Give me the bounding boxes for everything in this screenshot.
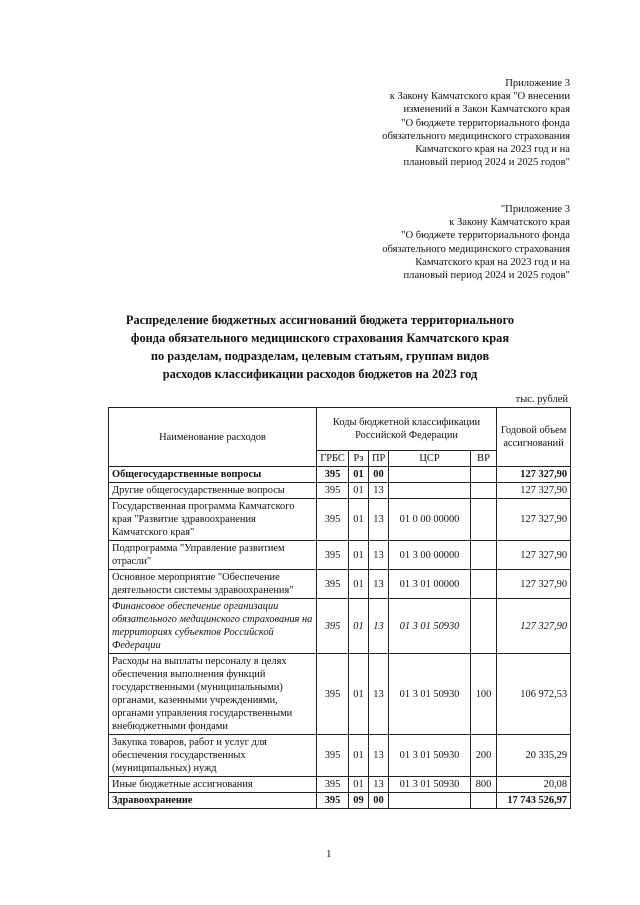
row-pr: 00 bbox=[369, 467, 389, 483]
row-rz: 01 bbox=[349, 777, 369, 793]
row-vr bbox=[471, 793, 497, 809]
table-row bbox=[109, 654, 571, 735]
row-pr: 13 bbox=[369, 654, 389, 735]
table-row bbox=[109, 499, 571, 541]
title-line: расходов классификации расходов бюджетов на 2023 год bbox=[162, 367, 478, 381]
row-grbs: 395 bbox=[317, 499, 349, 541]
table-row bbox=[109, 467, 571, 483]
header-original-law bbox=[382, 203, 570, 282]
table-row bbox=[109, 793, 571, 809]
row-vr bbox=[471, 570, 497, 599]
row-csr bbox=[389, 793, 471, 809]
sub-header-grbs: ГРБС bbox=[317, 451, 349, 467]
row-csr: 01 3 01 50930 bbox=[389, 735, 471, 777]
row-amount: 127 327,90 bbox=[497, 570, 571, 599]
row-rz: 01 bbox=[349, 599, 369, 654]
units-label: тыс. рублей bbox=[515, 394, 568, 405]
row-name: Здравоохранение bbox=[109, 793, 317, 809]
row-vr bbox=[471, 541, 497, 570]
row-grbs: 395 bbox=[317, 541, 349, 570]
row-name: Государственная программа Камчатского края "Развитие здравоохранения Камчатского края" bbox=[109, 499, 317, 541]
row-csr: 01 3 01 50930 bbox=[389, 777, 471, 793]
header-line: "О бюджете территориального фонда bbox=[401, 230, 570, 242]
row-pr: 13 bbox=[369, 599, 389, 654]
row-name: Основное мероприятие "Обеспечение деятельности системы здравоохранения" bbox=[109, 570, 317, 599]
row-rz: 01 bbox=[349, 541, 369, 570]
row-vr bbox=[471, 483, 497, 499]
row-name: Иные бюджетные ассигнования bbox=[109, 777, 317, 793]
row-rz: 01 bbox=[349, 499, 369, 541]
col-header-codes: Коды бюджетной классификации Российской Федерации bbox=[317, 408, 497, 451]
row-pr: 13 bbox=[369, 777, 389, 793]
table-row bbox=[109, 735, 571, 777]
row-grbs: 395 bbox=[317, 777, 349, 793]
row-vr: 800 bbox=[471, 777, 497, 793]
row-vr bbox=[471, 467, 497, 483]
col-header-amount: Годовой объем ассигнований bbox=[497, 408, 571, 467]
header-line: обязательного медицинского страхования bbox=[382, 243, 570, 255]
row-grbs: 395 bbox=[317, 599, 349, 654]
header-current-law bbox=[382, 77, 570, 169]
header-line: Камчатского края на 2023 год и на bbox=[415, 256, 570, 268]
table-row bbox=[109, 599, 571, 654]
row-amount: 127 327,90 bbox=[497, 499, 571, 541]
row-grbs: 395 bbox=[317, 570, 349, 599]
row-csr: 01 3 01 50930 bbox=[389, 599, 471, 654]
row-amount: 20,08 bbox=[497, 777, 571, 793]
budget-table bbox=[108, 407, 571, 809]
row-vr bbox=[471, 499, 497, 541]
row-pr: 13 bbox=[369, 541, 389, 570]
row-name: Закупка товаров, работ и услуг для обеспечения государственных (муниципальных) нужд bbox=[109, 735, 317, 777]
header-line: Приложение 3 bbox=[505, 78, 570, 89]
row-vr: 100 bbox=[471, 654, 497, 735]
table-row bbox=[109, 541, 571, 570]
header-line: обязательного медицинского страхования bbox=[382, 130, 570, 142]
row-name: Расходы на выплаты персоналу в целях обеспечения выполнения функций государственными (муниципальными) органами, казенными учреждениями, органами управления государственными внебюджетными фондами bbox=[109, 654, 317, 735]
row-csr bbox=[389, 483, 471, 499]
row-pr: 13 bbox=[369, 735, 389, 777]
row-rz: 01 bbox=[349, 467, 369, 483]
row-csr: 01 3 00 00000 bbox=[389, 541, 471, 570]
header-line: к Закону Камчатского края "О внесении bbox=[389, 91, 570, 103]
sub-header-csr: ЦСР bbox=[389, 451, 471, 467]
row-name: Общегосударственные вопросы bbox=[109, 467, 317, 483]
table-row bbox=[109, 483, 571, 499]
row-rz: 09 bbox=[349, 793, 369, 809]
row-grbs: 395 bbox=[317, 735, 349, 777]
sub-header-pr: ПР bbox=[369, 451, 389, 467]
row-rz: 01 bbox=[349, 483, 369, 499]
row-amount: 20 335,29 bbox=[497, 735, 571, 777]
table-row bbox=[109, 570, 571, 599]
header-line: Камчатского края на 2023 год и на bbox=[415, 144, 570, 156]
row-amount: 127 327,90 bbox=[497, 599, 571, 654]
row-grbs: 395 bbox=[317, 654, 349, 735]
row-pr: 13 bbox=[369, 570, 389, 599]
table-row bbox=[109, 777, 571, 793]
row-grbs: 395 bbox=[317, 467, 349, 483]
row-rz: 01 bbox=[349, 570, 369, 599]
row-pr: 13 bbox=[369, 483, 389, 499]
document-title bbox=[110, 311, 530, 383]
row-amount: 17 743 526,97 bbox=[497, 793, 571, 809]
row-csr: 01 3 01 00000 bbox=[389, 570, 471, 599]
row-csr bbox=[389, 467, 471, 483]
header-line: плановый период 2024 и 2025 годов" bbox=[403, 157, 570, 169]
row-name: Финансовое обеспечение организации обязательного медицинского страхования на территориях субъектов Российской Федерации bbox=[109, 599, 317, 654]
header-line: "О бюджете территориального фонда bbox=[401, 117, 570, 129]
row-csr: 01 0 00 00000 bbox=[389, 499, 471, 541]
row-amount: 106 972,53 bbox=[497, 654, 571, 735]
sub-header-vr: ВР bbox=[471, 451, 497, 467]
header-line: к Закону Камчатского края bbox=[449, 217, 570, 229]
row-name: Подпрограмма "Управление развитием отрасли" bbox=[109, 541, 317, 570]
row-vr: 200 bbox=[471, 735, 497, 777]
title-line: фонда обязательного медицинского страхования Камчатского края bbox=[130, 331, 510, 345]
title-line: по разделам, подразделам, целевым статьям, группам видов bbox=[150, 349, 490, 363]
sub-header-rz: Рз bbox=[349, 451, 369, 467]
row-pr: 13 bbox=[369, 499, 389, 541]
row-grbs: 395 bbox=[317, 483, 349, 499]
row-name: Другие общегосударственные вопросы bbox=[109, 483, 317, 499]
title-line: Распределение бюджетных ассигнований бюджета территориального bbox=[125, 313, 515, 327]
row-vr bbox=[471, 599, 497, 654]
row-amount: 127 327,90 bbox=[497, 467, 571, 483]
row-pr: 00 bbox=[369, 793, 389, 809]
header-line: изменений в Закон Камчатского края bbox=[403, 104, 570, 116]
row-rz: 01 bbox=[349, 654, 369, 735]
row-amount: 127 327,90 bbox=[497, 483, 571, 499]
header-line: "Приложение 3 bbox=[500, 204, 570, 215]
row-grbs: 395 bbox=[317, 793, 349, 809]
row-amount: 127 327,90 bbox=[497, 541, 571, 570]
col-header-name: Наименование расходов bbox=[109, 408, 317, 467]
row-rz: 01 bbox=[349, 735, 369, 777]
page-number: 1 bbox=[326, 848, 332, 860]
header-line: плановый период 2024 и 2025 годов" bbox=[403, 270, 570, 282]
row-csr: 01 3 01 50930 bbox=[389, 654, 471, 735]
